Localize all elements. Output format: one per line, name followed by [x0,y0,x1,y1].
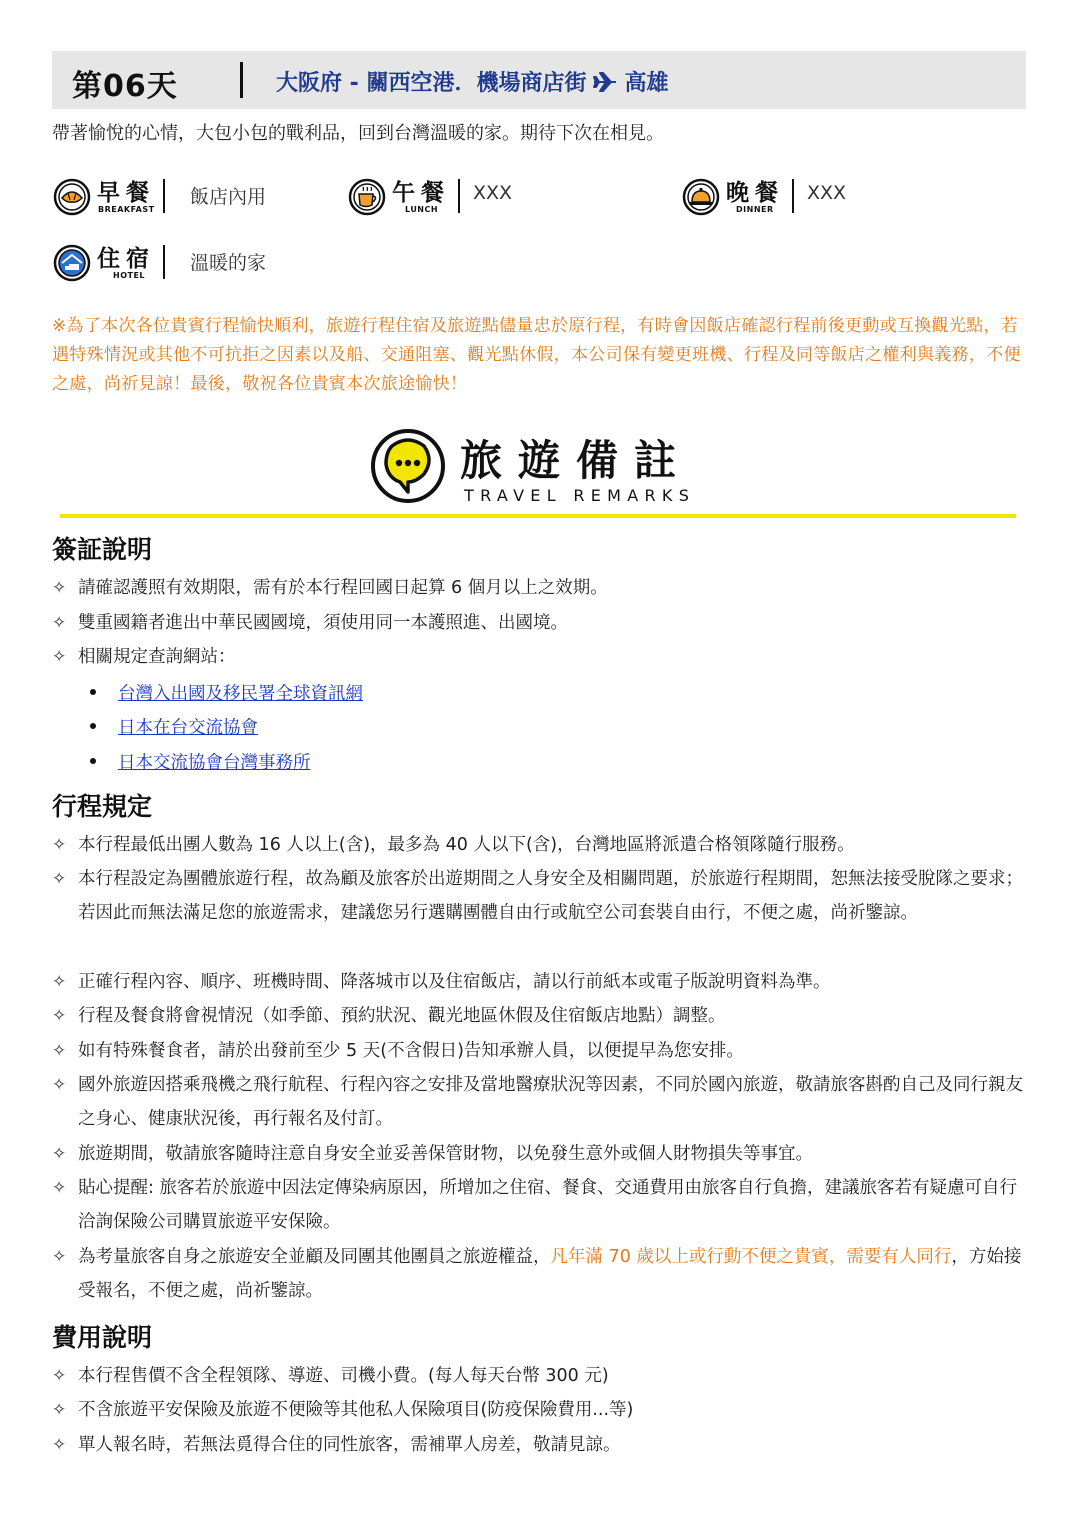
food-cloche-icon [682,178,720,216]
link-item [90,714,258,739]
rules-last-before: 為考量旅客自身之旅遊安全並顧及同團其他團員之旅遊權益， [78,1247,551,1267]
visa-section-title: 簽証說明 [52,535,153,564]
travel-remarks-banner [60,414,1016,518]
hotel-divider [163,245,165,279]
rules-item [52,1240,1032,1308]
fees-section-title: 費用說明 [52,1323,153,1352]
hotel-en: HOTEL [113,271,146,280]
day-header [52,51,1026,109]
remarks-subtitle: TRAVEL REMARKS [464,486,696,505]
remarks-underline [60,514,1016,518]
bullet-icon: ✧ [52,1400,67,1420]
day-separator [240,62,243,98]
day-intro: 帶著愉悅的心情，大包小包的戰利品，回到台灣溫暖的家。期待下次在相見。 [52,123,664,144]
rules-last-after: ，方始接受報名，不便之處，尚祈鑒諒。 [78,1247,1022,1301]
breakfast-value: 飯店內用 [190,186,267,208]
link-item [90,680,363,705]
rules-item: ✧ 行程及餐食將會視情況（如季節、預約狀況、觀光地區休假及住宿飯店地點）調整。 [52,999,1032,1033]
dinner-label: 晚餐 [726,180,784,206]
croissant-icon [53,178,91,216]
visa-item: ✧ 雙重國籍者進出中華民國國境，須使用同一本護照進、出國境。 [52,606,1032,640]
rules-item: ✧ 本行程最低出團人數為 16 人以上(含)，最多為 40 人以下(含)，台灣地區將派遣合格領隊隨行服務。 [52,828,1032,862]
day-route [276,66,668,97]
hotel-value: 溫暖的家 [190,252,267,274]
visa-item: ✧ 請確認護照有效期限，需有於本行程回國日起算 6 個月以上之效期。 [52,571,1032,605]
dinner-divider [792,179,794,213]
japan-taiwan-office-link[interactable]: 日本交流協會台灣事務所 [118,753,311,773]
bullet-icon: ✧ [52,1144,67,1164]
bullet-icon: ✧ [52,1178,67,1198]
fees-item: ✧ 不含旅遊平安保險及旅遊不便險等其他私人保險項目(防疫保險費用...等) [52,1393,1032,1427]
rules-item: ✧ 正確行程內容、順序、班機時間、降落城市以及住宿飯店，請以行前紙本或電子版說明資料為準。 [52,965,1032,999]
bullet-icon: ✧ [52,1006,67,1026]
remarks-title: 旅遊備註 [460,436,693,485]
visa-item: ✧ 相關規定查詢網站： [52,640,1032,674]
immigration-link[interactable]: 台灣入出國及移民署全球資訊網 [118,684,363,704]
bed-icon [53,244,91,282]
coffee-cup-icon [348,178,386,216]
dinner-value: XXX [807,182,847,204]
breakfast-divider [163,179,165,213]
lunch-en: LUNCH [405,205,439,214]
route-destination: 高雄 [624,71,669,96]
lunch-value: XXX [473,182,513,204]
rules-item: ✧ 貼心提醒: 旅客若於旅遊中因法定傳染病原因，所增加之住宿、餐食、交通費用由旅客自行負擔，建議旅客若有疑慮可自行洽詢保險公司購買旅遊平安保險。 [52,1171,1032,1239]
itinerary-notice: ※為了本次各位貴賓行程愉快順利，旅遊行程住宿及旅遊點儘量忠於原行程，有時會因飯店確認行程前後更動或互換觀光點，若遇特殊情況或其他不可抗拒之因素以及船、交通阻塞、觀光點休假，本公司保有變更班機、行程及同等飯店之權利與義務，不便之處，尚祈見諒！最後，敬祝各位貴賓本次旅途愉快！ [52,316,1021,394]
plane-icon [592,71,618,93]
chat-bubble-icon [370,426,450,506]
bullet-dot-icon [90,689,96,695]
bullet-icon: ✧ [52,1247,67,1267]
japan-exchange-link[interactable]: 日本在台交流協會 [118,718,258,738]
rules-last-highlight: 凡年滿 70 歲以上或行動不便之貴賓，需要有人同行 [550,1247,952,1267]
hotel-label: 住宿 [97,246,155,272]
bullet-icon: ✧ [52,1041,67,1061]
dinner-en: DINNER [736,205,774,214]
bullet-icon: ✧ [52,1366,67,1386]
rules-item: ✧ 旅遊期間，敬請旅客隨時注意自身安全並妥善保管財物，以免發生意外或個人財物損失等事宜。 [52,1137,1032,1171]
day-number: 第06天 [72,69,178,104]
bullet-icon: ✧ [52,613,67,633]
bullet-icon: ✧ [52,1075,67,1095]
route-text: 大阪府 - 關西空港．機場商店街 [276,71,587,96]
fees-item: ✧ 本行程售價不含全程領隊、導遊、司機小費。(每人每天台幣 300 元) [52,1359,1032,1393]
bullet-icon: ✧ [52,1435,67,1455]
rules-item: ✧ 如有特殊餐食者，請於出發前至少 5 天(不含假日)告知承辦人員，以便提早為您安排。 [52,1034,1032,1068]
bullet-icon: ✧ [52,647,67,667]
bullet-icon: ✧ [52,869,67,889]
lunch-label: 午餐 [392,180,450,206]
bullet-dot-icon [90,723,96,729]
lunch-divider [458,179,460,213]
breakfast-en: BREAKFAST [98,205,155,214]
bullet-dot-icon [90,758,96,764]
rules-section-title: 行程規定 [52,792,153,821]
link-item [90,749,311,774]
bullet-icon: ✧ [52,972,67,992]
rules-item: ✧ 國外旅遊因搭乘飛機之飛行航程、行程內容之安排及當地醫療狀況等因素，不同於國內旅遊，敬請旅客斟酌自己及同行親友之身心、健康狀況後，再行報名及付訂。 [52,1068,1032,1136]
bullet-icon: ✧ [52,578,67,598]
breakfast-label: 早餐 [97,180,155,206]
bullet-icon: ✧ [52,835,67,855]
fees-item: ✧ 單人報名時，若無法覓得合住的同性旅客，需補單人房差，敬請見諒。 [52,1428,1032,1462]
rules-item: ✧ 本行程設定為團體旅遊行程，故為顧及旅客於出遊期間之人身安全及相關問題，於旅遊行程期間，恕無法接受脫隊之要求；若因此而無法滿足您的旅遊需求，建議您另行選購團體自由行或航空公司套裝自由行，不便之處，尚祈鑒諒。 [52,862,1032,930]
